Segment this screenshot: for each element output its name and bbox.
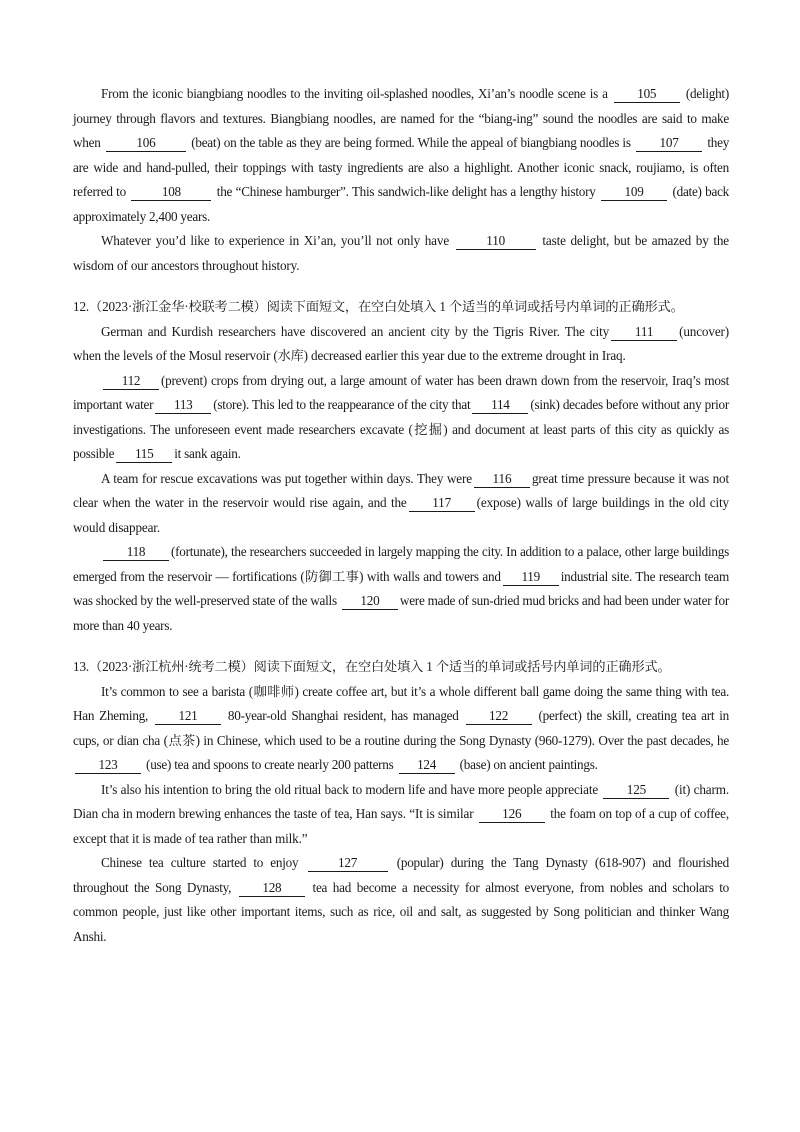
- blank-121[interactable]: 121: [155, 708, 221, 725]
- paragraph-xian-closing: [73, 229, 729, 278]
- paragraph-text: (it) charm. Dian cha in modern brewing enhances the taste of tea, Han says. “It is similar: [73, 781, 729, 821]
- blank-127[interactable]: 127: [308, 855, 388, 872]
- paragraph-text: (perfect) the skill, creating tea art in cups, or dian cha (点茶) in Chinese, which used to be a routine during the Song Dynasty (960-1279). Over the past decades, he: [73, 708, 730, 748]
- q13-paragraph-1: [73, 680, 729, 778]
- blank-107[interactable]: 107: [636, 135, 702, 152]
- q12-paragraph-1: [73, 320, 729, 369]
- paragraph-text: were made of sun-dried mud bricks and had been under water for more than 40 years.: [73, 593, 730, 633]
- blank-118[interactable]: 118: [103, 544, 169, 561]
- blank-124[interactable]: 124: [399, 757, 455, 774]
- blank-110[interactable]: 110: [456, 233, 536, 250]
- question-13-heading: 13.（2023·浙江杭州·统考二模）阅读下面短文，在空白处填入 1 个适当的单词或括号内单词的正确形式。: [73, 659, 671, 674]
- paragraph-text: German and Kurdish researchers have discovered an ancient city by the Tigris River. The city: [101, 323, 610, 339]
- paragraph-text: (popular) during the Tang Dynasty (618-907) and flourished throughout the Song Dynasty,: [73, 855, 729, 895]
- paragraph-text: (use) tea and spoons to create nearly 200 patterns: [146, 757, 394, 772]
- paragraph-text: it sank again.: [174, 446, 241, 461]
- paragraph-text: (store). This led to the reappearance of the city that: [213, 397, 471, 412]
- blank-105[interactable]: 105: [614, 86, 680, 103]
- blank-120[interactable]: 120: [342, 593, 398, 610]
- paragraph-text: It’s also his intention to bring the old ritual back to modern life and have more people appreciate: [101, 781, 599, 797]
- spacer: [73, 638, 729, 655]
- q12-paragraph-2: [73, 369, 729, 467]
- blank-111[interactable]: 111: [611, 324, 677, 341]
- paragraph-xian-noodles: [73, 82, 729, 229]
- paragraph-text: From the iconic biangbiang noodles to the inviting oil-splashed noodles, Xi’an’s noodle scene is a: [101, 86, 608, 101]
- blank-125[interactable]: 125: [603, 782, 669, 799]
- paragraph-text: Whatever you’d like to experience in Xi’an, you’ll not only have: [101, 233, 450, 248]
- blank-106[interactable]: 106: [106, 135, 186, 152]
- blank-123[interactable]: 123: [75, 757, 141, 774]
- blank-112[interactable]: 112: [103, 373, 159, 390]
- q12-paragraph-4: [73, 540, 729, 638]
- paragraph-text: Chinese tea culture started to enjoy: [101, 855, 299, 870]
- blank-113[interactable]: 113: [155, 397, 211, 414]
- paragraph-text: the “Chinese hamburger”. This sandwich-like delight has a lengthy history: [216, 184, 596, 199]
- paragraph-text: (expose) walls of large buildings in the old city would disappear.: [73, 495, 729, 535]
- q12-paragraph-3: [73, 467, 729, 541]
- paragraph-text: (prevent) crops from drying out, a large amount of water has been drawn down from the reservoir, Iraq’s most important water: [73, 372, 729, 412]
- document-page: [73, 82, 729, 949]
- q13-paragraph-3: [73, 851, 729, 949]
- paragraph-text: A team for rescue excavations was put together within days. They were: [101, 470, 472, 486]
- paragraph-text: 80-year-old Shanghai resident, has managed: [227, 708, 459, 723]
- blank-116[interactable]: 116: [474, 471, 530, 488]
- blank-126[interactable]: 126: [479, 806, 545, 823]
- blank-119[interactable]: 119: [503, 569, 559, 586]
- paragraph-text: tea had become a necessity for almost everyone, from nobles and scholars to common people, just like other important items, such as rice, oil and salt, as suggested by Song politician and thinker Wang Anshi.: [73, 879, 729, 944]
- blank-117[interactable]: 117: [409, 495, 475, 512]
- paragraph-text: (date) back approximately 2,400 years.: [73, 184, 730, 224]
- paragraph-text: It’s common to see a barista (咖啡师) create coffee art, but it’s a whole different ball game doing the same thing with tea. Han Zheming,: [73, 683, 729, 723]
- blank-109[interactable]: 109: [601, 184, 667, 201]
- blank-115[interactable]: 115: [116, 446, 172, 463]
- paragraph-text: they are wide and hand-pulled, their toppings with tasty ingredients are also a highlight. Another iconic snack, roujiamo, is often referred to: [73, 135, 730, 199]
- paragraph-text: (base) on ancient paintings.: [459, 757, 598, 772]
- paragraph-text: (delight) journey through flavors and textures. Biangbiang noodles, are named for the “biang-ing” sound the noodles are said to make when: [73, 86, 729, 150]
- blank-108[interactable]: 108: [131, 184, 211, 201]
- paragraph-text: taste delight, but be amazed by the wisdom of our ancestors throughout history.: [73, 233, 729, 273]
- paragraph-text: the foam on top of a cup of coffee, except that it is made of tea rather than milk.”: [73, 806, 730, 846]
- paragraph-text: (fortunate), the researchers succeeded in largely mapping the city. In addition to a palace, other large buildings emerged from the reservoir — fortifications (防御工事) with walls and towers and: [73, 544, 729, 584]
- paragraph-text: (beat) on the table as they are being formed. While the appeal of biangbiang noodles is: [191, 135, 631, 150]
- question-12-heading: 12.（2023·浙江金华·校联考二模）阅读下面短文，在空白处填入 1 个适当的单词或括号内单词的正确形式。: [73, 299, 684, 314]
- paragraph-text: great time pressure because it was not clear when the water in the reservoir would rise again, and the: [73, 470, 729, 510]
- paragraph-text: (sink) decades before without any prior investigations. The unforeseen event made researchers excavate (挖掘) and document at least parts of this city as quickly as possible: [73, 397, 730, 461]
- paragraph-text: industrial site. The research team was shocked by the well-preserved state of the walls: [73, 568, 729, 608]
- blank-122[interactable]: 122: [466, 708, 532, 725]
- blank-128[interactable]: 128: [239, 880, 305, 897]
- paragraph-text: (uncover) when the levels of the Mosul reservoir (水库) decreased earlier this year due to the extreme drought in Iraq.: [73, 323, 729, 363]
- spacer: [73, 278, 729, 295]
- blank-114[interactable]: 114: [472, 397, 528, 414]
- q13-paragraph-2: [73, 778, 729, 852]
